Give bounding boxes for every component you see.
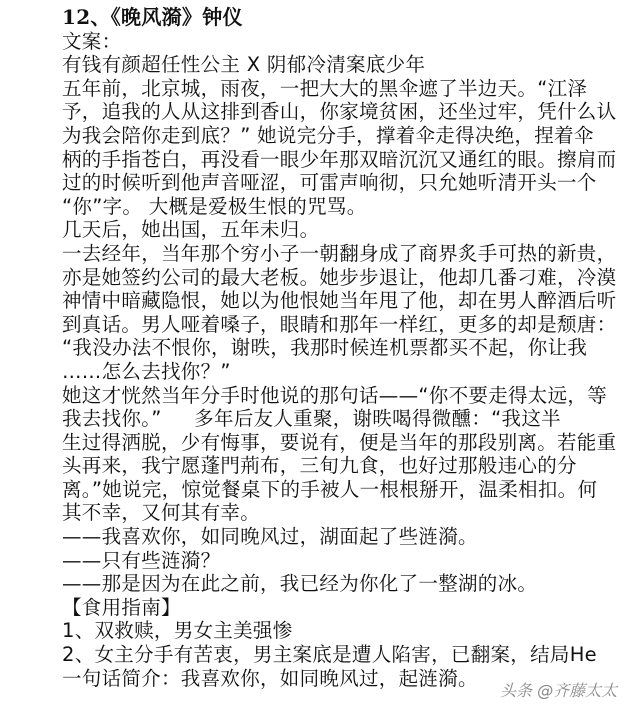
text-line: 亦是她签约公司的最大老板。她步步退让，他却几番刁难，冷漠 [62, 265, 617, 289]
text-line: ——只有些涟漪？ [62, 548, 221, 572]
document-title: 12、《晚风漪》钟仪 [62, 5, 243, 29]
text-line: 【食用指南】 [62, 595, 181, 619]
document-paragraphs [62, 30, 616, 691]
text-line: “我没办法不恨你，谢昳，我那时候连机票都买不起，你让我 [62, 336, 588, 360]
text-line: 其不幸，又何其有幸。 [62, 501, 261, 525]
watermark: 头条 @齐藤太太 [500, 681, 618, 700]
text-line: 过的时候听到他声音哑涩，可雷声响彻，只允她听清开头一个 [62, 171, 597, 195]
text-line: 1、双救赎，男女主美强惨 [62, 619, 293, 643]
text-line: 柄的手指苍白，再没看一眼少年那双暗沉沉又通红的眼。擦肩而 [62, 147, 617, 171]
text-line: 有钱有颜超任性公主 X 阴郁冷清案底少年 [62, 53, 426, 77]
text-line: 生过得洒脱，少有悔事，要说有，便是当年的那段别离。若能重 [62, 430, 617, 454]
text-line: “你”字。 大概是爱极生恨的咒骂。 [62, 194, 367, 218]
text-line: 几天后，她出国，五年未归。 [62, 218, 320, 242]
text-line: 2、女主分手有苦衷，男主案底是遭人陷害，已翻案，结局He [62, 643, 597, 667]
text-line: 文案： [62, 29, 122, 53]
text-line: 一去经年，当年那个穷小子一朝翻身成了商界炙手可热的新贵， [62, 241, 617, 265]
text-line: 到真话。男人哑着嗓子，眼睛和那年一样红，更多的却是颓唐： [62, 312, 617, 336]
text-line: 神情中暗藏隐恨，她以为他恨她当年甩了他，却在男人醉酒后听 [62, 289, 617, 313]
text-line: 五年前，北京城，雨夜，一把大大的黑伞遮了半边天。“江泽 [62, 76, 588, 100]
text-line: ——那是因为在此之前，我已经为你化了一整湖的冰。 [62, 572, 538, 596]
text-line: ……怎么去找你？” [62, 359, 231, 383]
text-line: 一句话简介：我喜欢你，如同晚风过，起涟漪。 [62, 666, 478, 690]
document-body [62, 6, 616, 690]
text-line: 为我会陪你走到底？” 她说完分手，撑着伞走得决绝，捏着伞 [62, 123, 594, 147]
text-line: 予，追我的人从这排到香山，你家境贫困，还坐过牢，凭什么认 [62, 100, 617, 124]
text-line: 我去找你。” 多年后友人重聚，谢昳喝得微醺：“我这半 [62, 407, 561, 431]
text-line: 离。”她说完，惊觉餐桌下的手被人一根根掰开，温柔相扣。何 [62, 477, 598, 501]
text-line: 头再来，我宁愿蓬門荊布，三旬九食，也好过那般违心的分 [62, 454, 577, 478]
text-line: 她这才恍然当年分手时他说的那句话——“你不要走得太远，等 [62, 383, 608, 407]
text-line: ——我喜欢你，如同晚风过，湖面起了些涟漪。 [62, 525, 478, 549]
